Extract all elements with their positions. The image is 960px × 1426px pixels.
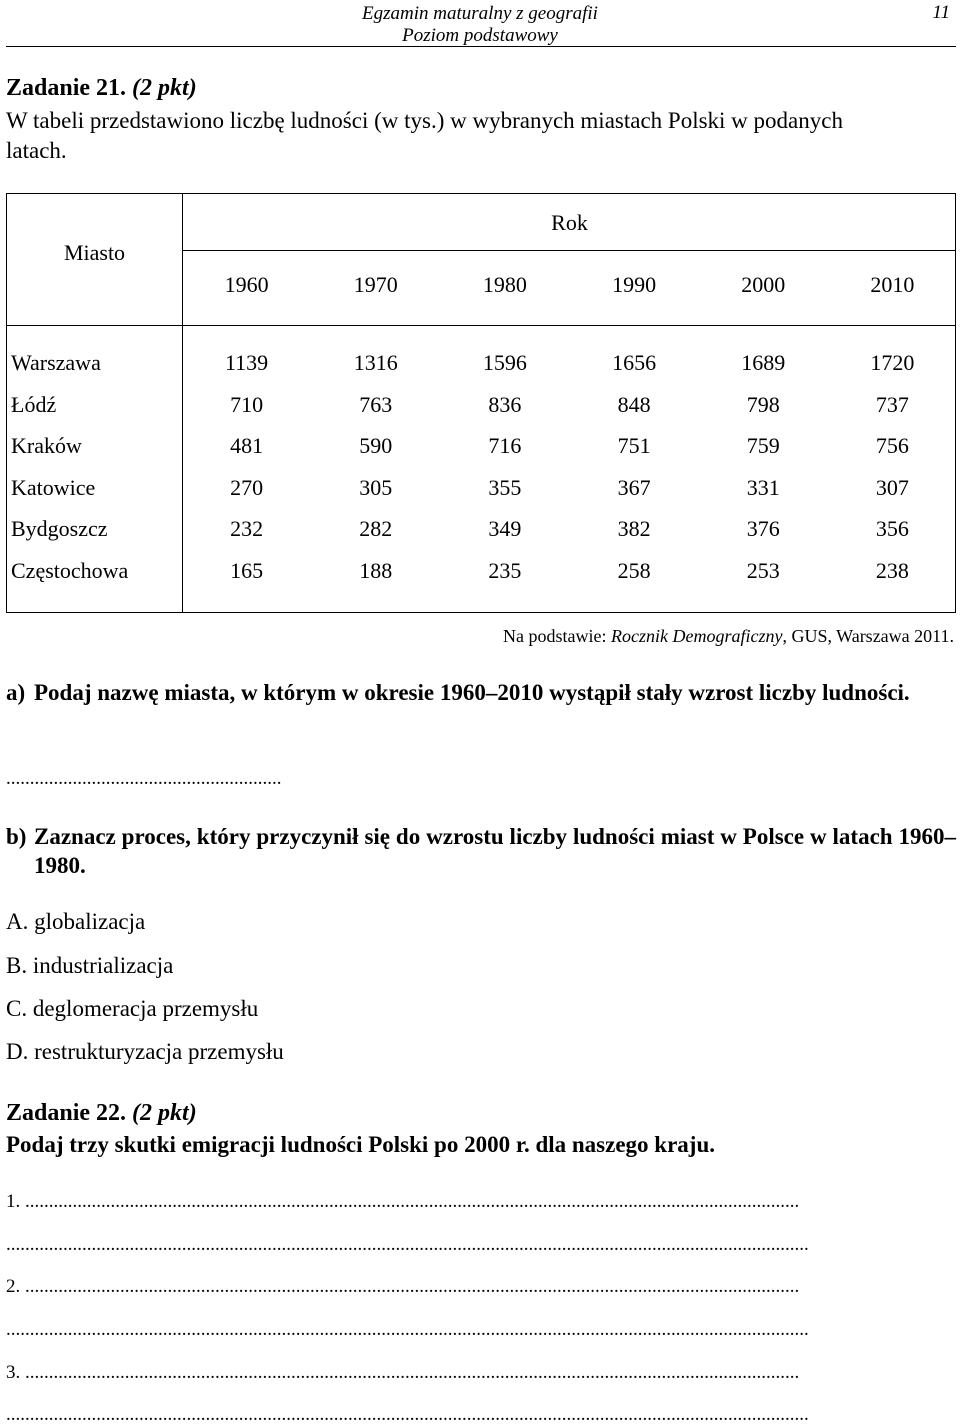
- header-divider: [6, 46, 956, 47]
- table-cell-value: 253: [746, 558, 780, 583]
- population-table: [6, 193, 956, 613]
- task-21-points: (2 pkt): [132, 75, 197, 101]
- table-header-divider: [7, 325, 955, 326]
- table-cell-value: 716: [488, 433, 522, 459]
- table-cell-value: 756: [875, 433, 909, 459]
- table-cell-value: 235: [488, 558, 522, 583]
- table-cell-value: 376: [746, 516, 780, 542]
- table-cell-value: 232: [230, 516, 264, 542]
- task-22-title: [6, 1099, 197, 1127]
- table-cell-value: 1139: [224, 350, 269, 375]
- task-21-title: [6, 74, 197, 102]
- table-cell-value: 258: [617, 558, 651, 583]
- table-cell-value: 238: [875, 558, 909, 583]
- table-cell-value: 1596: [482, 350, 527, 375]
- table-header-year: 2000: [741, 272, 786, 297]
- table-cell-value: 188: [359, 558, 393, 583]
- header-exam-title: Egzamin maturalny z geografii: [362, 3, 598, 24]
- table-cell-city: Warszawa: [11, 350, 101, 375]
- source-suffix: , GUS, Warszawa 2011.: [782, 626, 954, 646]
- table-cell-city: Częstochowa: [11, 558, 129, 583]
- table-source: [503, 625, 954, 647]
- task-21-intro-line1: W tabeli przedstawiono liczbę ludności (w tys.) w wybranych miastach Polski w podanych: [6, 108, 843, 133]
- table-cell-value: 282: [359, 516, 393, 542]
- table-cell-value: 270: [230, 474, 264, 500]
- answer-22-line-2[interactable]: .........................................................................................................................................................................: [6, 1234, 809, 1255]
- answer-22-line-5[interactable]: 3. ...................................................................................................................................................................: [6, 1362, 800, 1383]
- table-header-city: Miasto: [63, 240, 126, 265]
- table-cell-value: 737: [875, 391, 909, 417]
- option-d[interactable]: D. restrukturyzacja przemysłu: [6, 1039, 284, 1064]
- question-b-label: b): [6, 824, 27, 849]
- table-cell-value: 759: [746, 433, 780, 459]
- table-cell-value: 836: [488, 391, 522, 417]
- table-cell-value: 763: [359, 391, 393, 417]
- table-cell-value: 349: [488, 516, 522, 542]
- answer-a-line[interactable]: ..........................................................: [6, 768, 282, 789]
- question-a-label: a): [6, 680, 26, 705]
- table-cell-value: 1656: [612, 350, 657, 375]
- task-22-number: Zadanie 22.: [6, 1100, 127, 1126]
- question-a-text: Podaj nazwę miasta, w którym w okresie 1960–2010 wystąpił stały wzrost liczby ludności.: [34, 680, 910, 705]
- table-cell-city: Łódź: [11, 391, 57, 417]
- option-c[interactable]: C. deglomeracja przemysłu: [6, 996, 259, 1021]
- table-cell-value: 848: [617, 391, 651, 417]
- table-cell-value: 590: [359, 433, 393, 459]
- table-cell-city: Bydgoszcz: [11, 516, 108, 542]
- source-prefix: Na podstawie:: [503, 626, 611, 646]
- header-level: Poziom podstawowy: [402, 25, 558, 46]
- option-b[interactable]: B. industrializacja: [6, 953, 174, 978]
- table-header-year: 1980: [482, 272, 527, 297]
- table-cell-value: 751: [617, 433, 651, 459]
- table-header-year-group: Rok: [551, 210, 588, 235]
- table-cell-value: 305: [359, 474, 393, 500]
- table-cell-value: 367: [617, 474, 651, 500]
- option-a[interactable]: A. globalizacja: [6, 909, 146, 934]
- table-cell-value: 1720: [870, 350, 915, 375]
- table-year-group-divider: [182, 250, 955, 251]
- table-cell-value: 798: [746, 391, 780, 417]
- task-21-intro-line2: latach.: [6, 138, 67, 163]
- page-number: 11: [932, 2, 950, 23]
- source-title: Rocznik Demograficzny: [611, 626, 783, 646]
- table-header-year: 1970: [353, 272, 398, 297]
- table-cell-value: 307: [875, 474, 909, 500]
- table-cell-value: 710: [230, 391, 264, 417]
- table-cell-value: 355: [488, 474, 522, 500]
- table-cell-city: Kraków: [11, 433, 82, 459]
- question-b-text: Zaznacz proces, który przyczynił się do wzrostu liczby ludności miast w Polsce w latach 1960–1980.: [34, 824, 956, 878]
- task-22-instruction: Podaj trzy skutki emigracji ludności Polski po 2000 r. dla naszego kraju.: [6, 1132, 715, 1157]
- table-cell-value: 481: [230, 433, 264, 459]
- answer-22-line-6[interactable]: .........................................................................................................................................................................: [6, 1404, 809, 1425]
- table-cell-value: 1316: [353, 350, 398, 375]
- table-header-year: 1990: [612, 272, 657, 297]
- task-22-points: (2 pkt): [132, 1100, 197, 1126]
- answer-22-line-3[interactable]: 2. ...................................................................................................................................................................: [6, 1276, 800, 1297]
- answer-22-line-4[interactable]: .........................................................................................................................................................................: [6, 1319, 809, 1340]
- question-b: [6, 822, 956, 880]
- table-cell-value: 331: [746, 474, 780, 500]
- table-cell-value: 165: [230, 558, 264, 583]
- question-a: [6, 678, 956, 707]
- table-header-year: 1960: [224, 272, 269, 297]
- answer-22-line-1[interactable]: 1. ...................................................................................................................................................................: [6, 1191, 800, 1212]
- table-cell-value: 356: [875, 516, 909, 542]
- table-cell-city: Katowice: [11, 474, 96, 500]
- table-cell-value: 382: [617, 516, 651, 542]
- task-21-number: Zadanie 21.: [6, 75, 127, 101]
- table-header-year: 2010: [870, 272, 915, 297]
- table-cell-value: 1689: [741, 350, 786, 375]
